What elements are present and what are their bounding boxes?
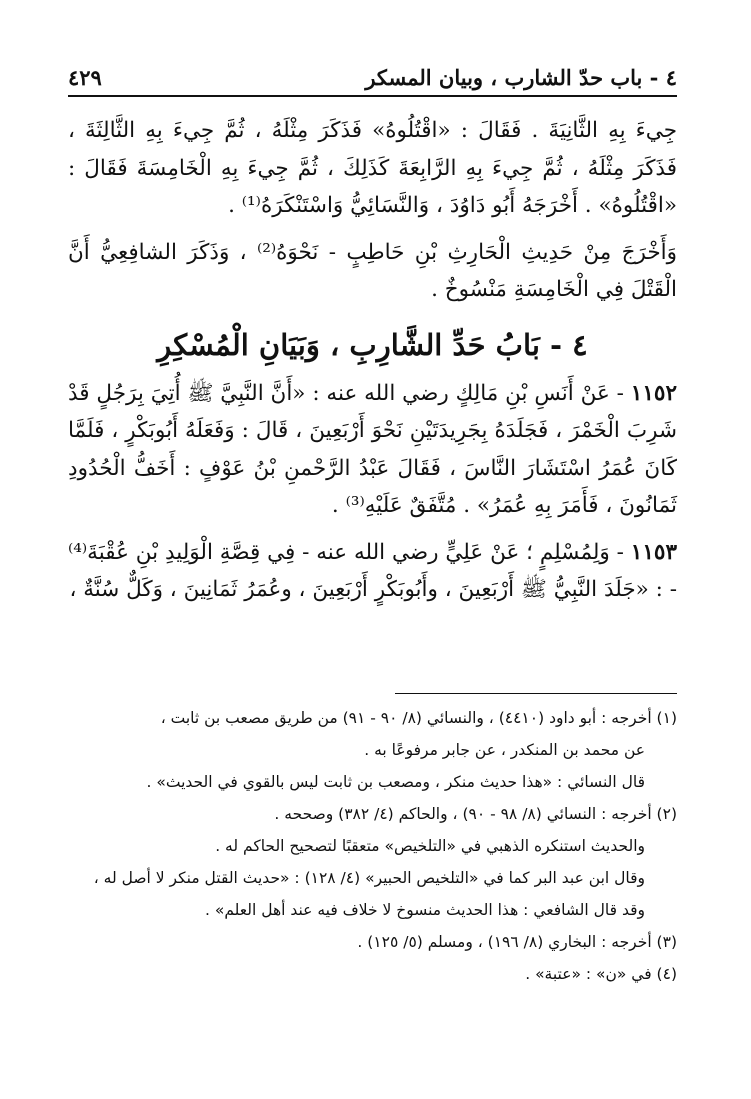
header-rule bbox=[68, 95, 677, 97]
hadith-number: ١١٥٣ bbox=[630, 539, 677, 565]
paragraph-continuation: جِيءَ بِهِ الثَّانِيَةَ . فَقَالَ : «اقْتُلُوهُ» فَذَكَرَ مِثْلَهُ ، ثُمَّ جِيءَ بِهِ الثَّالِثَةَ ، فَذَكَرَ مِثْلَهُ ، ثُمَّ جِيءَ بِهِ الرَّابِعَةَ كَذَلِكَ ، ثُمَّ جِيءَ بِهِ الْخَامِسَةَ فَقَالَ : «اقْتُلُوهُ» . أَخْرَجَهُ أَبُو دَاوُدَ ، وَالنَّسَائِيُّ وَاسْتَنْكَرَهُ⁽¹⁾ . bbox=[68, 118, 677, 218]
main-text bbox=[68, 112, 677, 609]
footnote-1-continuation: عن محمد بن المنكدر ، عن جابر مرفوعًا به . bbox=[364, 741, 645, 759]
footnote-1-nasai-quote: قال النسائي : «هذا حديث منكر ، ومصعب بن ثابت ليس بالقوي في الحديث» . bbox=[146, 773, 645, 791]
footnote-3: (٣) أخرجه : البخاري (٨/ ١٩٦) ، ومسلم (٥/ ١٢٥) . bbox=[357, 933, 677, 951]
hadith-text: - وَلِمُسْلِمٍ ؛ عَنْ عَلِيٍّ رضي الله عنه - فِي قِصَّةِ الْوَلِيدِ بْنِ عُقْبَةَ⁽⁴⁾ - : «جَلَدَ النَّبِيُّ ﷺ أَرْبَعِينَ ، وأَبُوبَكْرٍ أَرْبَعِينَ ، وعُمَرُ ثَمَانِينَ ، وَكَلٌّ سُنَّةٌ ، bbox=[68, 539, 677, 602]
footnotes bbox=[68, 702, 677, 990]
paragraph-harith-hadith: وَأَخْرَجَ مِنْ حَدِيثِ الْحَارِثِ بْنِ حَاطِبٍ - نَحْوَهُ⁽²⁾ ، وَذَكَرَ الشافِعِيُّ أَنَّ الْقَتْلَ فِي الْخَامِسَةِ مَنْسُوخٌ . bbox=[68, 239, 677, 302]
chapter-heading: ٤ - بَابُ حَدِّ الشَّارِبِ ، وَبَيَانِ الْمُسْكِرِ bbox=[157, 327, 588, 362]
footnote-2-ibn-abd-al-barr: وقال ابن عبد البر كما في «التلخيص الحبير» (٤/ ١٢٨) : «حديث القتل منكر لا أصل له ، وقد قال الشافعي : هذا الحديث منسوخ لا خلاف فيه عند أهل العلم» . bbox=[93, 869, 645, 919]
footnote-2: (٢) أخرجه : النسائي (٨/ ٩٨ - ٩٠) ، والحاكم (٤/ ٣٨٢) وصححه . bbox=[274, 805, 677, 823]
hadith-1153 bbox=[68, 534, 677, 609]
running-header-title: ٤ - باب حدّ الشارب ، وبيان المسكر bbox=[365, 64, 677, 90]
footnote-2-dhahabi: والحديث استنكره الذهبي في «التلخيص» متعقبًا لتصحيح الحاكم له . bbox=[215, 837, 645, 855]
running-header bbox=[68, 62, 677, 92]
footnote-4: (٤) في «ن» : «عتبة» . bbox=[525, 965, 677, 983]
hadith-text: - عَنْ أَنَسِ بْنِ مَالِكٍ رضي الله عنه : «أَنَّ النَّبِيَّ ﷺ أُتِيَ بِرَجُلٍ قَدْ شَرِبَ الْخَمْرَ ، فَجَلَدَهُ بِجَرِيدَتَيْنِ نَحْوَ أَرْبَعِينَ ، قَالَ : وَفَعَلَهُ أَبُوبَكْرٍ ، فَلَمَّا كَانَ عُمَرُ اسْتَشَارَ النَّاسَ ، فَقَالَ عَبْدُ الرَّحْمنِ بْنُ عَوْفٍ : أَخَفُّ الْحُدُودِ ثَمَانُونَ ، فَأَمَرَ بِهِ عُمَرُ» . مُتَّفَقٌ عَلَيْهِ⁽³⁾ . bbox=[68, 380, 677, 518]
footnote-1: (١) أخرجه : أبو داود (٤٤١٠) ، والنسائي (٨/ ٩٠ - ٩١) من طريق مصعب بن ثابت ، bbox=[160, 709, 677, 727]
page-number: ٤٢٩ bbox=[68, 64, 102, 90]
hadith-1152 bbox=[68, 375, 677, 525]
footnote-divider bbox=[395, 693, 677, 694]
hadith-number: ١١٥٢ bbox=[630, 380, 677, 406]
